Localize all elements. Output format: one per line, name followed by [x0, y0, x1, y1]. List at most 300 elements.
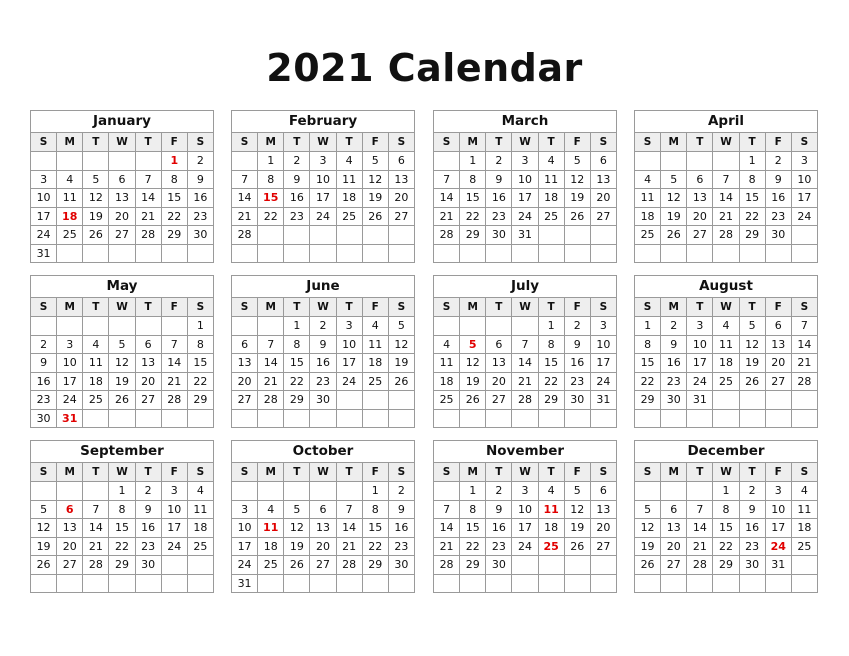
day-cell: 22: [739, 207, 765, 226]
empty-day-cell: [460, 244, 486, 263]
empty-day-cell: [362, 391, 388, 410]
day-cell: 15: [187, 354, 213, 373]
day-cell: 6: [687, 170, 713, 189]
day-cell: 16: [739, 519, 765, 538]
weekday-header: M: [661, 463, 687, 482]
empty-day-cell: [161, 574, 187, 593]
empty-day-cell: [739, 391, 765, 410]
weekday-header: T: [739, 133, 765, 152]
week-row: [232, 372, 415, 391]
empty-day-cell: [765, 409, 791, 428]
day-cell: 28: [161, 391, 187, 410]
day-cell: 26: [564, 537, 590, 556]
week-row: [635, 354, 818, 373]
empty-day-cell: [232, 244, 258, 263]
month-table: [231, 440, 415, 593]
day-cell: 29: [284, 391, 310, 410]
weekday-header: T: [538, 298, 564, 317]
day-cell: 1: [109, 482, 135, 501]
day-cell: 5: [739, 317, 765, 336]
empty-day-cell: [564, 574, 590, 593]
weekday-header: S: [232, 133, 258, 152]
day-cell: 23: [310, 372, 336, 391]
day-cell: 7: [434, 500, 460, 519]
weekday-header: S: [388, 298, 414, 317]
day-cell: 1: [635, 317, 661, 336]
day-cell: 2: [284, 152, 310, 171]
day-cell: 15: [460, 189, 486, 208]
weekday-header: F: [161, 133, 187, 152]
day-cell: 17: [791, 189, 817, 208]
day-cell: 2: [564, 317, 590, 336]
day-cell: 30: [486, 556, 512, 575]
day-cell: 4: [258, 500, 284, 519]
day-cell: 17: [512, 519, 538, 538]
empty-day-cell: [661, 482, 687, 501]
empty-day-cell: [635, 409, 661, 428]
empty-day-cell: [109, 409, 135, 428]
day-cell: 22: [109, 537, 135, 556]
month-june: [231, 275, 415, 428]
empty-day-cell: [161, 556, 187, 575]
day-cell: 22: [362, 537, 388, 556]
weekday-header: W: [310, 133, 336, 152]
week-row: [434, 170, 617, 189]
week-row: [31, 226, 214, 245]
day-cell: 26: [739, 372, 765, 391]
day-cell: 1: [713, 482, 739, 501]
week-row: [434, 244, 617, 263]
day-cell: 8: [362, 500, 388, 519]
week-row: [635, 226, 818, 245]
day-cell: 31: [590, 391, 616, 410]
week-row: [434, 409, 617, 428]
empty-day-cell: [284, 226, 310, 245]
day-cell: 25: [187, 537, 213, 556]
empty-day-cell: [336, 226, 362, 245]
empty-day-cell: [388, 226, 414, 245]
day-cell: 19: [564, 189, 590, 208]
day-cell: 21: [512, 372, 538, 391]
empty-day-cell: [310, 226, 336, 245]
day-cell: 3: [336, 317, 362, 336]
day-cell: 23: [284, 207, 310, 226]
day-cell: 4: [791, 482, 817, 501]
day-cell: 31: [31, 244, 57, 263]
day-cell: 23: [661, 372, 687, 391]
month-table: [433, 275, 617, 428]
empty-day-cell: [512, 574, 538, 593]
empty-day-cell: [460, 409, 486, 428]
day-cell: 1: [284, 317, 310, 336]
day-cell: 12: [739, 335, 765, 354]
day-cell: 28: [336, 556, 362, 575]
day-cell: 5: [362, 152, 388, 171]
day-cell: 19: [284, 537, 310, 556]
day-cell: 26: [564, 207, 590, 226]
day-cell: 9: [31, 354, 57, 373]
empty-day-cell: [661, 409, 687, 428]
weekday-header: T: [739, 298, 765, 317]
day-cell: 2: [310, 317, 336, 336]
day-cell: 15: [538, 354, 564, 373]
empty-day-cell: [791, 391, 817, 410]
week-row: [31, 317, 214, 336]
day-cell: 13: [57, 519, 83, 538]
day-cell: 4: [362, 317, 388, 336]
weekday-header: T: [486, 463, 512, 482]
week-row: [635, 317, 818, 336]
empty-day-cell: [83, 574, 109, 593]
weekday-header: M: [258, 133, 284, 152]
day-cell: 27: [232, 391, 258, 410]
day-cell: 10: [512, 500, 538, 519]
day-cell: 12: [388, 335, 414, 354]
day-cell: 15: [635, 354, 661, 373]
day-cell: 17: [232, 537, 258, 556]
empty-day-cell: [434, 574, 460, 593]
week-row: [635, 519, 818, 538]
week-row: [434, 207, 617, 226]
empty-day-cell: [57, 152, 83, 171]
weekday-header: F: [362, 298, 388, 317]
day-cell: 5: [635, 500, 661, 519]
day-cell: 13: [232, 354, 258, 373]
weekday-header: S: [187, 133, 213, 152]
day-cell: 9: [284, 170, 310, 189]
weekday-header: T: [83, 298, 109, 317]
weekday-header: T: [538, 463, 564, 482]
empty-day-cell: [538, 574, 564, 593]
day-cell: 21: [434, 537, 460, 556]
day-cell: 11: [538, 170, 564, 189]
weekday-header: F: [564, 463, 590, 482]
day-cell: 29: [161, 226, 187, 245]
empty-day-cell: [713, 152, 739, 171]
day-cell: 23: [765, 207, 791, 226]
day-cell: 14: [791, 335, 817, 354]
empty-day-cell: [310, 409, 336, 428]
week-row: [232, 574, 415, 593]
day-cell: 16: [310, 354, 336, 373]
empty-day-cell: [83, 152, 109, 171]
day-cell: 27: [57, 556, 83, 575]
page-title: 2021 Calendar: [266, 46, 583, 90]
day-cell: 24: [310, 207, 336, 226]
day-cell: 1: [258, 152, 284, 171]
day-cell: 8: [284, 335, 310, 354]
empty-day-cell: [336, 244, 362, 263]
month-table: [634, 275, 818, 428]
day-cell: 11: [434, 354, 460, 373]
day-cell: 4: [336, 152, 362, 171]
week-row: [635, 537, 818, 556]
day-cell: 8: [109, 500, 135, 519]
day-cell: 4: [538, 152, 564, 171]
empty-day-cell: [590, 409, 616, 428]
day-cell: 8: [187, 335, 213, 354]
empty-day-cell: [739, 574, 765, 593]
holiday-day-cell: 11: [538, 500, 564, 519]
day-cell: 27: [590, 537, 616, 556]
week-row: [232, 152, 415, 171]
day-cell: 23: [486, 207, 512, 226]
day-cell: 7: [512, 335, 538, 354]
week-row: [31, 574, 214, 593]
day-cell: 30: [135, 556, 161, 575]
day-cell: 30: [739, 556, 765, 575]
day-cell: 19: [661, 207, 687, 226]
empty-day-cell: [388, 244, 414, 263]
weekday-header: M: [258, 463, 284, 482]
weekday-header: F: [765, 133, 791, 152]
month-name: January: [31, 111, 214, 133]
day-cell: 25: [336, 207, 362, 226]
empty-day-cell: [713, 244, 739, 263]
week-row: [635, 335, 818, 354]
day-cell: 6: [388, 152, 414, 171]
day-cell: 20: [57, 537, 83, 556]
day-cell: 9: [187, 170, 213, 189]
week-row: [434, 152, 617, 171]
day-cell: 9: [388, 500, 414, 519]
weekday-header: M: [57, 298, 83, 317]
weekday-header: M: [57, 133, 83, 152]
week-row: [232, 317, 415, 336]
day-cell: 21: [258, 372, 284, 391]
day-cell: 4: [434, 335, 460, 354]
month-name: April: [635, 111, 818, 133]
month-march: [433, 110, 617, 263]
month-table: [231, 110, 415, 263]
day-cell: 16: [486, 189, 512, 208]
week-row: [635, 409, 818, 428]
empty-day-cell: [135, 152, 161, 171]
week-row: [232, 244, 415, 263]
day-cell: 5: [83, 170, 109, 189]
empty-day-cell: [538, 226, 564, 245]
empty-day-cell: [187, 574, 213, 593]
empty-day-cell: [765, 244, 791, 263]
day-cell: 23: [31, 391, 57, 410]
day-cell: 2: [187, 152, 213, 171]
day-cell: 19: [31, 537, 57, 556]
month-november: [433, 440, 617, 593]
weekday-header: T: [336, 298, 362, 317]
weekday-header: S: [590, 298, 616, 317]
day-cell: 30: [765, 226, 791, 245]
day-cell: 13: [590, 170, 616, 189]
week-row: [31, 500, 214, 519]
day-cell: 19: [564, 519, 590, 538]
day-cell: 10: [57, 354, 83, 373]
day-cell: 14: [336, 519, 362, 538]
day-cell: 8: [713, 500, 739, 519]
day-cell: 19: [109, 372, 135, 391]
weekday-header: T: [538, 133, 564, 152]
week-row: [31, 170, 214, 189]
holiday-day-cell: 15: [258, 189, 284, 208]
day-cell: 10: [336, 335, 362, 354]
day-cell: 24: [590, 372, 616, 391]
weekday-header: T: [135, 463, 161, 482]
day-cell: 3: [31, 170, 57, 189]
empty-day-cell: [661, 574, 687, 593]
day-cell: 3: [310, 152, 336, 171]
day-cell: 18: [791, 519, 817, 538]
empty-day-cell: [83, 409, 109, 428]
day-cell: 15: [109, 519, 135, 538]
week-row: [434, 391, 617, 410]
weekday-header: W: [512, 463, 538, 482]
day-cell: 15: [161, 189, 187, 208]
empty-day-cell: [635, 574, 661, 593]
empty-day-cell: [791, 574, 817, 593]
day-cell: 31: [765, 556, 791, 575]
day-cell: 19: [388, 354, 414, 373]
week-row: [635, 189, 818, 208]
day-cell: 3: [765, 482, 791, 501]
week-row: [635, 244, 818, 263]
empty-day-cell: [460, 574, 486, 593]
day-cell: 10: [791, 170, 817, 189]
empty-day-cell: [635, 152, 661, 171]
weekday-header: T: [687, 133, 713, 152]
holiday-day-cell: 5: [460, 335, 486, 354]
day-cell: 21: [135, 207, 161, 226]
weekday-header: S: [388, 463, 414, 482]
weekday-header: W: [310, 298, 336, 317]
month-may: [30, 275, 214, 428]
empty-day-cell: [83, 244, 109, 263]
day-cell: 26: [362, 207, 388, 226]
week-row: [232, 226, 415, 245]
month-name: July: [434, 276, 617, 298]
empty-day-cell: [57, 574, 83, 593]
empty-day-cell: [161, 244, 187, 263]
weekday-header: T: [83, 133, 109, 152]
week-row: [635, 556, 818, 575]
day-cell: 15: [362, 519, 388, 538]
day-cell: 4: [713, 317, 739, 336]
day-cell: 9: [564, 335, 590, 354]
day-cell: 5: [564, 152, 590, 171]
empty-day-cell: [336, 482, 362, 501]
month-table: [433, 110, 617, 263]
day-cell: 21: [687, 537, 713, 556]
day-cell: 26: [460, 391, 486, 410]
day-cell: 29: [460, 556, 486, 575]
empty-day-cell: [538, 244, 564, 263]
day-cell: 25: [713, 372, 739, 391]
week-row: [434, 317, 617, 336]
day-cell: 9: [486, 170, 512, 189]
empty-day-cell: [739, 244, 765, 263]
day-cell: 2: [486, 482, 512, 501]
empty-day-cell: [31, 574, 57, 593]
month-february: [231, 110, 415, 263]
day-cell: 11: [713, 335, 739, 354]
day-cell: 18: [362, 354, 388, 373]
empty-day-cell: [57, 317, 83, 336]
day-cell: 13: [765, 335, 791, 354]
week-row: [635, 391, 818, 410]
day-cell: 21: [83, 537, 109, 556]
day-cell: 15: [739, 189, 765, 208]
weekday-header: W: [713, 133, 739, 152]
day-cell: 10: [765, 500, 791, 519]
empty-day-cell: [590, 244, 616, 263]
day-cell: 10: [687, 335, 713, 354]
empty-day-cell: [135, 409, 161, 428]
week-row: [31, 152, 214, 171]
day-cell: 25: [635, 226, 661, 245]
empty-day-cell: [590, 226, 616, 245]
day-cell: 14: [161, 354, 187, 373]
empty-day-cell: [791, 409, 817, 428]
weekday-header: T: [135, 298, 161, 317]
day-cell: 23: [187, 207, 213, 226]
month-july: [433, 275, 617, 428]
day-cell: 8: [635, 335, 661, 354]
empty-day-cell: [687, 409, 713, 428]
day-cell: 9: [661, 335, 687, 354]
day-cell: 22: [161, 207, 187, 226]
week-row: [31, 189, 214, 208]
day-cell: 2: [765, 152, 791, 171]
month-september: [30, 440, 214, 593]
empty-day-cell: [232, 152, 258, 171]
day-cell: 23: [739, 537, 765, 556]
day-cell: 20: [765, 354, 791, 373]
day-cell: 20: [687, 207, 713, 226]
week-row: [434, 556, 617, 575]
weekday-header: S: [635, 463, 661, 482]
weekday-header: W: [109, 463, 135, 482]
empty-day-cell: [590, 574, 616, 593]
day-cell: 5: [31, 500, 57, 519]
day-cell: 17: [765, 519, 791, 538]
day-cell: 6: [590, 152, 616, 171]
day-cell: 26: [388, 372, 414, 391]
week-row: [434, 189, 617, 208]
month-name: December: [635, 441, 818, 463]
empty-day-cell: [434, 152, 460, 171]
day-cell: 4: [635, 170, 661, 189]
weekday-header: S: [434, 463, 460, 482]
day-cell: 24: [512, 537, 538, 556]
day-cell: 11: [57, 189, 83, 208]
day-cell: 4: [57, 170, 83, 189]
empty-day-cell: [388, 391, 414, 410]
weekday-header: F: [161, 463, 187, 482]
day-cell: 28: [258, 391, 284, 410]
week-row: [635, 574, 818, 593]
empty-day-cell: [284, 244, 310, 263]
day-cell: 4: [538, 482, 564, 501]
day-cell: 21: [232, 207, 258, 226]
day-cell: 12: [284, 519, 310, 538]
weekday-header: F: [564, 133, 590, 152]
day-cell: 25: [83, 391, 109, 410]
day-cell: 30: [486, 226, 512, 245]
week-row: [232, 391, 415, 410]
week-row: [434, 500, 617, 519]
day-cell: 12: [635, 519, 661, 538]
day-cell: 22: [187, 372, 213, 391]
day-cell: 24: [512, 207, 538, 226]
empty-day-cell: [336, 391, 362, 410]
